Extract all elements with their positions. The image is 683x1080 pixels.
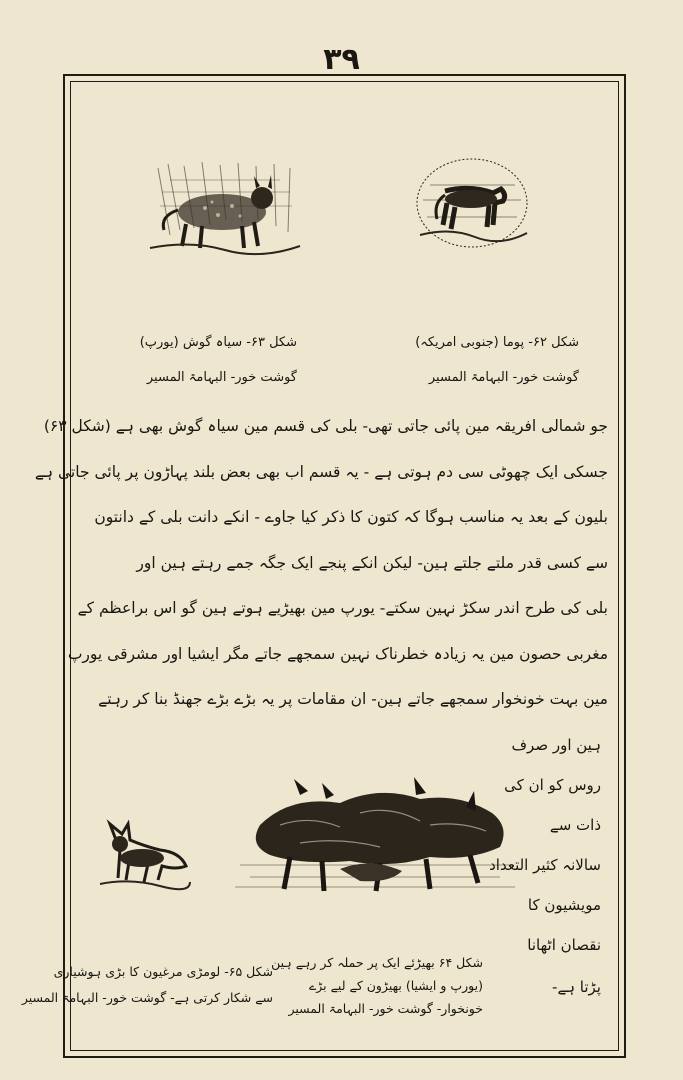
body-line-6: مغربی حصون مین یہ زیادہ خطرناک نہین سمجھے جاتے مگر ایشیا اور مشرقی یورپ [67, 645, 608, 663]
side-line-4: سالانہ کثیر التعداد [489, 856, 601, 874]
fox-caption-line-1: شکل ۶۵- لومڑی مرغیون کا بڑی ہوشیاری [53, 964, 273, 979]
side-line-1: ہین اور صرف [511, 736, 601, 754]
caracal-caption-title: شکل ۶۳- سیاہ گوش (یورپ) [139, 335, 297, 350]
puma-illustration [415, 155, 530, 250]
puma-caption-class: گوشت خور- البہامۃ المسیر [428, 370, 579, 385]
side-line-6: نقصان اٹھانا [527, 936, 601, 954]
body-line-7: مین بہت خونخوار سمجھے جاتے ہین- ان مقامات پر یہ بڑے بڑے جھنڈ بنا کر رہتے [98, 690, 608, 708]
fox-caption-line-2: سے شکار کرتی ہے- گوشت خور- البہامۃ المسیر [21, 990, 273, 1005]
fox-illustration [100, 820, 190, 890]
wolves-illustration [230, 765, 520, 895]
page-number: ۳۹ [323, 42, 360, 77]
body-line-1: جو شمالی افریقہ مین پائی جاتی تھی- بلی کی قسم مین سیاہ گوش بھی ہے (شکل ۶۳) [43, 417, 608, 435]
body-line-5: بلی کی طرح اندر سکڑ نہین سکتے- یورپ مین بھیڑیے ہوتے ہین گو اس براعظم کے [77, 599, 608, 617]
caracal-illustration [150, 160, 300, 255]
caracal-caption-class: گوشت خور- البہامۃ المسیر [146, 370, 297, 385]
body-line-4: سے کسی قدر ملتے جلتے ہین- لیکن انکے پنجے ایک جگہ جمے رہتے ہین اور [136, 554, 608, 572]
puma-caption-title: شکل ۶۲- پوما (جنوبی امریکہ) [415, 335, 579, 350]
wolves-caption-line-3: خونخوار- گوشت خور- البہامۃ المسیر [288, 1001, 483, 1016]
side-line-5: مویشیون کا [527, 896, 601, 914]
body-line-2: جسکی ایک چھوٹی سی دم ہوتی ہے - یہ قسم اب بھی بعض بلند پہاڑون پر پائی جاتی ہے [34, 463, 608, 481]
side-line-2: روس کو ان کی [504, 776, 601, 794]
side-line-3: ذات سے [549, 816, 601, 834]
wolves-caption-line-1: شکل ۶۴ بھیڑئے ایک پر حملہ کر رہے ہین [271, 955, 483, 970]
body-line-3: بلیون کے بعد یہ مناسب ہوگا کہ کتون کا ذکر کیا جاوے - انکے دانت بلی کے دانتون [94, 508, 608, 526]
side-line-7: پڑتا ہے- [552, 978, 601, 996]
wolves-caption-line-2: (یورپ و ایشیا) بھیڑون کے لیے بڑے [308, 978, 483, 993]
